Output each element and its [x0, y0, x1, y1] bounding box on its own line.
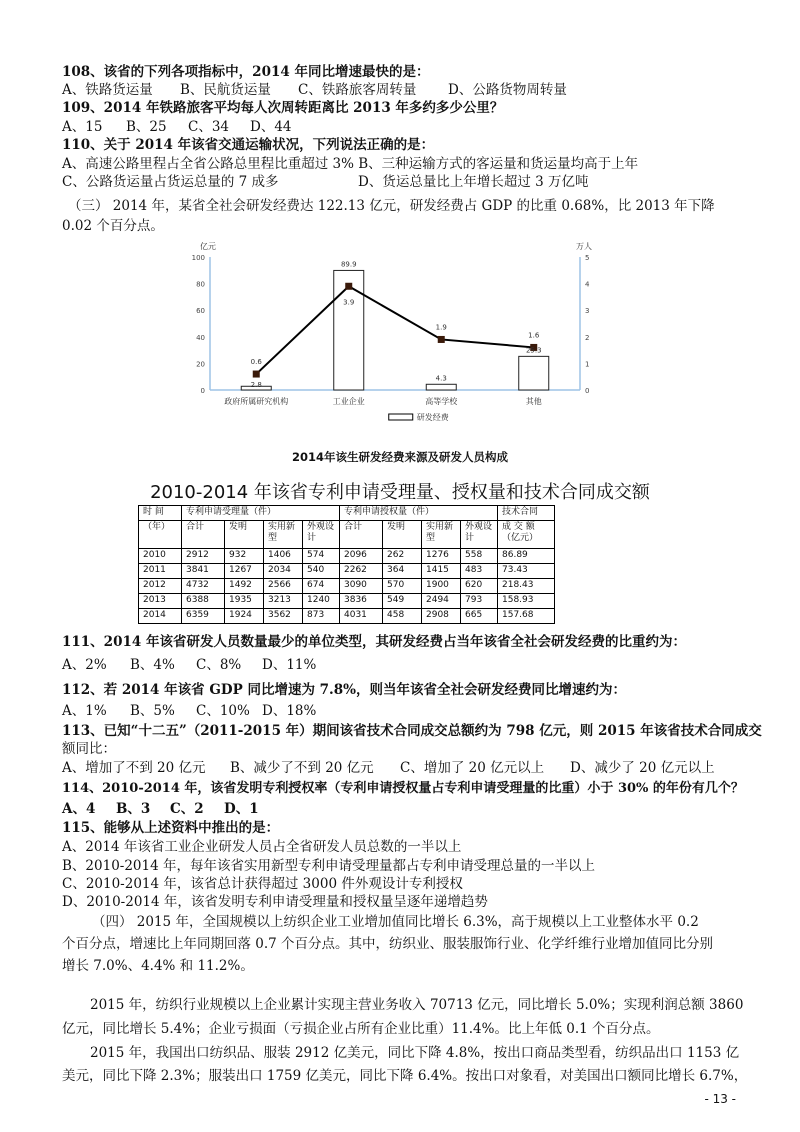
table-cell: 6388: [182, 594, 225, 609]
table-row: [139, 594, 555, 609]
table-cell: 570: [383, 579, 422, 594]
th-grant-total: 合计: [340, 521, 383, 549]
table-cell: 665: [461, 609, 498, 624]
q108-option-b: B、民航货运量: [180, 82, 271, 98]
section4-p2-line1: 2015 年，纺织行业规模以上企业累计实现主营业务收入 70713 亿元，同比增长 5.0%；实现利润总额 3860: [90, 997, 744, 1013]
table-cell: 540: [303, 564, 340, 579]
q112-stem: 112、若 2014 年该省 GDP 同比增速为 7.8%，则当年该省全社会研发经费同比增速约为：: [62, 682, 626, 698]
table-cell: 2014: [139, 609, 182, 624]
table-cell: 4031: [340, 609, 383, 624]
table-cell: 3090: [340, 579, 383, 594]
left-tick-label: 40: [196, 333, 205, 342]
q112-options: [62, 702, 316, 720]
q111-option-b: B、4%: [130, 657, 175, 673]
q113-line1: 113、已知“十二五”（2011-2015 年）期间该省技术合同成交总额约为 798 亿元，则 2015 年该省技术合同成交: [62, 723, 762, 739]
q115-option-b: B、2010-2014 年，每年该省实用新型专利申请受理量都占专利申请受理总量的一半以上: [62, 858, 595, 874]
left-tick-label: 20: [196, 360, 205, 369]
line-value-label: 1.9: [435, 323, 447, 332]
category-label: 其他: [525, 397, 542, 406]
table-cell: 2011: [139, 564, 182, 579]
table-cell: 3213: [264, 594, 303, 609]
th-app-total: 合计: [182, 521, 225, 549]
line-value-label: 1.6: [528, 331, 540, 340]
q113-option-c: C、增加了 20 亿元以上: [400, 760, 545, 776]
left-axis-unit: 亿元: [200, 242, 216, 251]
q110-options-ab: A、高速公路里程占全省公路总里程比重超过 3% B、三种运输方式的客运量和货运量均高于上年: [62, 156, 639, 172]
q115-option-a: A、2014 年该省工业企业研发人员占全省研发人员总数的一半以上: [62, 839, 462, 855]
table-cell: 158.93: [498, 594, 555, 609]
table-cell: 873: [303, 609, 340, 624]
q113-option-a: A、增加了不到 20 亿元: [62, 760, 206, 776]
q110-option-d: D、货运总量比上年增长超过 3 万亿吨: [358, 174, 589, 190]
table-cell: 1415: [422, 564, 461, 579]
line-point-rd-staff: [253, 371, 260, 378]
q112-option-a: A、1%: [62, 703, 107, 719]
table-cell: 483: [461, 564, 498, 579]
section4-p1-line3: 增长 7.0%、4.4% 和 11.2%。: [62, 958, 254, 974]
line-value-label: 3.9: [343, 298, 355, 307]
table-cell: 2566: [264, 579, 303, 594]
category-label: 工业企业: [332, 397, 365, 406]
right-tick-label: 3: [585, 307, 590, 316]
table-cell: 1900: [422, 579, 461, 594]
section3-line2: 0.02 个百分点。: [62, 218, 164, 234]
th-app-design: 外观设计: [303, 521, 340, 549]
table-row: [139, 564, 555, 579]
table-cell: 4732: [182, 579, 225, 594]
th-year: （年）: [139, 521, 182, 549]
section4-p3-line1: 2015 年，我国出口纺织品、服装 2912 亿美元，同比下降 4.8%，按出口商品类型看，纺织品出口 1153 亿: [90, 1045, 740, 1061]
table-cell: 2012: [139, 579, 182, 594]
q114-option-d: D、1: [224, 801, 259, 817]
table-cell: 2908: [422, 609, 461, 624]
q112-option-d: D、18%: [262, 703, 317, 719]
section3-line1: （三） 2014 年，某省全社会研发经费达 122.13 亿元，研发经费占 GDP 的比重 0.68%，比 2013 年下降: [68, 198, 715, 214]
q109-option-d: D、44: [250, 119, 292, 135]
q109-options: [62, 118, 292, 136]
q113-option-b: B、减少了不到 20 亿元: [230, 760, 374, 776]
q113-option-d: D、减少了 20 亿元以上: [570, 760, 715, 776]
q111-stem: 111、2014 年该省研发人员数量最少的单位类型，其研发经费占当年该省全社会研发经费的比重约为：: [62, 634, 686, 650]
right-axis-unit: 万人: [576, 242, 592, 251]
table-cell: 458: [383, 609, 422, 624]
q112-option-c: C、10%: [196, 703, 250, 719]
table-cell: 1406: [264, 549, 303, 564]
table-row: [139, 609, 555, 624]
q108-option-d: D、公路货物周转量: [448, 82, 567, 98]
table-cell: 1924: [225, 609, 264, 624]
q108-options: [62, 81, 567, 99]
table-cell: 364: [383, 564, 422, 579]
table-cell: 558: [461, 549, 498, 564]
table-cell: 1240: [303, 594, 340, 609]
table-cell: 793: [461, 594, 498, 609]
q110-options-cd: [62, 173, 589, 191]
th-grant: 专利申请授权量（件）: [340, 506, 498, 521]
q113-options: [62, 759, 715, 777]
table-cell: 1276: [422, 549, 461, 564]
page-number: - 13 -: [704, 1092, 736, 1106]
section4-p3-line2: 美元，同比下降 2.3%；服装出口 1759 亿美元，同比下降 6.4%。按出口对象看，对美国出口额同比增长 6.7%，: [62, 1068, 748, 1084]
table-cell: 549: [383, 594, 422, 609]
q111-option-c: C、8%: [196, 657, 242, 673]
legend-swatch: [389, 414, 413, 420]
q114-option-c: C、2: [170, 801, 204, 817]
left-tick-label: 60: [196, 307, 205, 316]
th-grant-invention: 发明: [383, 521, 422, 549]
th-grant-design: 外观设计: [461, 521, 498, 549]
q114-option-a: A、4: [62, 801, 96, 817]
right-tick-label: 2: [585, 333, 590, 342]
line-point-rd-staff: [438, 336, 445, 343]
table-cell: 3836: [340, 594, 383, 609]
section4-p1-line2: 个百分点，增速比上年同期回落 0.7 个百分点。其中，纺织业、服装服饰行业、化学纤维行业增加值同比分别: [62, 936, 714, 952]
patent-table: [138, 505, 555, 624]
category-label: 高等学校: [425, 397, 458, 406]
table-cell: 3562: [264, 609, 303, 624]
table-title: 2010-2014 年该省专利申请受理量、授权量和技术合同成交额: [150, 482, 650, 503]
q109-option-b: B、25: [126, 119, 167, 135]
q114-option-b: B、3: [116, 801, 151, 817]
bar-value-label: 2.8: [250, 381, 262, 389]
table-cell: 73.43: [498, 564, 555, 579]
q111-option-d: D、11%: [262, 657, 317, 673]
table-cell: 2912: [182, 549, 225, 564]
left-tick-label: 0: [200, 387, 205, 395]
bar-rd-funds: [426, 384, 456, 390]
q111-options: [62, 656, 316, 674]
q115-stem: 115、能够从上述资料中推出的是：: [62, 820, 280, 836]
q108-stem: 108、该省的下列各项指标中，2014 年同比增速最快的是：: [62, 64, 430, 80]
table-cell: 932: [225, 549, 264, 564]
section4-p1-line1: （四） 2015 年，全国规模以上纺织企业工业增加值同比增长 6.3%，高于规模以上工业整体水平 0.2: [92, 914, 699, 930]
q109-option-c: C、34: [188, 119, 230, 135]
q109-stem: 109、2014 年铁路旅客平均每人次周转距离比 2013 年多约多少公里？: [62, 100, 504, 116]
table-cell: 6359: [182, 609, 225, 624]
table-cell: 2262: [340, 564, 383, 579]
q108-option-a: A、铁路货运量: [62, 82, 153, 98]
table-cell: 2034: [264, 564, 303, 579]
table-cell: 674: [303, 579, 340, 594]
bar-rd-funds: [519, 356, 549, 390]
line-point-rd-staff: [345, 283, 352, 290]
th-contract: 技术合同: [498, 506, 555, 521]
table-cell: 1935: [225, 594, 264, 609]
bar-value-label: 25.3: [525, 346, 542, 355]
q110-stem: 110、关于 2014 年该省交通运输状况，下列说法正确的是：: [62, 137, 435, 153]
th-app-invention: 发明: [225, 521, 264, 549]
table-cell: 86.89: [498, 549, 555, 564]
right-tick-label: 5: [585, 254, 590, 262]
table-cell: 262: [383, 549, 422, 564]
th-app-utility: 实用新型: [264, 521, 303, 549]
table-cell: 3841: [182, 564, 225, 579]
table-cell: 157.68: [498, 609, 555, 624]
rd-chart: [190, 237, 610, 452]
table-cell: 1267: [225, 564, 264, 579]
category-label: 政府所属研究机构: [224, 397, 289, 406]
legend-label: 研发经费: [416, 413, 449, 422]
right-tick-label: 1: [585, 360, 590, 369]
q110-option-c: C、公路货运量占货运总量的 7 成多: [62, 174, 279, 190]
table-row: [139, 549, 555, 564]
q111-option-a: A、2%: [62, 657, 107, 673]
table-cell: 2013: [139, 594, 182, 609]
q112-option-b: B、5%: [130, 703, 175, 719]
line-rd-staff: [256, 286, 534, 374]
th-application: 专利申请受理量（件）: [182, 506, 340, 521]
th-contract-value: 成 交 额（亿元）: [498, 521, 555, 549]
q115-option-d: D、2010-2014 年，该省发明专利申请受理量和授权量呈逐年递增趋势: [62, 894, 488, 910]
left-tick-label: 80: [196, 280, 205, 289]
line-value-label: 0.6: [250, 358, 262, 367]
table-cell: 1492: [225, 579, 264, 594]
table-row: [139, 579, 555, 594]
q114-stem: 114、2010-2014 年，该省发明专利授权率（专利申请授权量占专利申请受理量的比重）小于 30% 的年份有几个？: [62, 781, 744, 796]
q108-option-c: C、铁路旅客周转量: [298, 82, 417, 98]
table-cell: 218.43: [498, 579, 555, 594]
right-tick-label: 4: [585, 280, 590, 289]
left-tick-label: 100: [191, 254, 205, 262]
table-cell: 574: [303, 549, 340, 564]
table-cell: 620: [461, 579, 498, 594]
bar-value-label: 89.9: [340, 260, 357, 269]
q114-options: [62, 800, 259, 818]
right-tick-label: 0: [585, 387, 590, 395]
q113-line2: 额同比：: [62, 741, 116, 757]
q115-option-c: C、2010-2014 年，该省总计获得超过 3000 件外观设计专利授权: [62, 876, 463, 892]
th-grant-utility: 实用新型: [422, 521, 461, 549]
chart-title: 2014年该生研发经费来源及研发人员构成: [291, 450, 508, 464]
q109-option-a: A、15: [62, 119, 103, 135]
table-cell: 2010: [139, 549, 182, 564]
table-cell: 2494: [422, 594, 461, 609]
bar-value-label: 4.3: [435, 374, 447, 383]
section4-p2-line2: 亿元，同比增长 5.4%；企业亏损面（亏损企业占所有企业比重）11.4%。比上年低 0.1 个百分点。: [62, 1021, 660, 1037]
table-cell: 2096: [340, 549, 383, 564]
th-time: 时 间: [139, 506, 182, 521]
